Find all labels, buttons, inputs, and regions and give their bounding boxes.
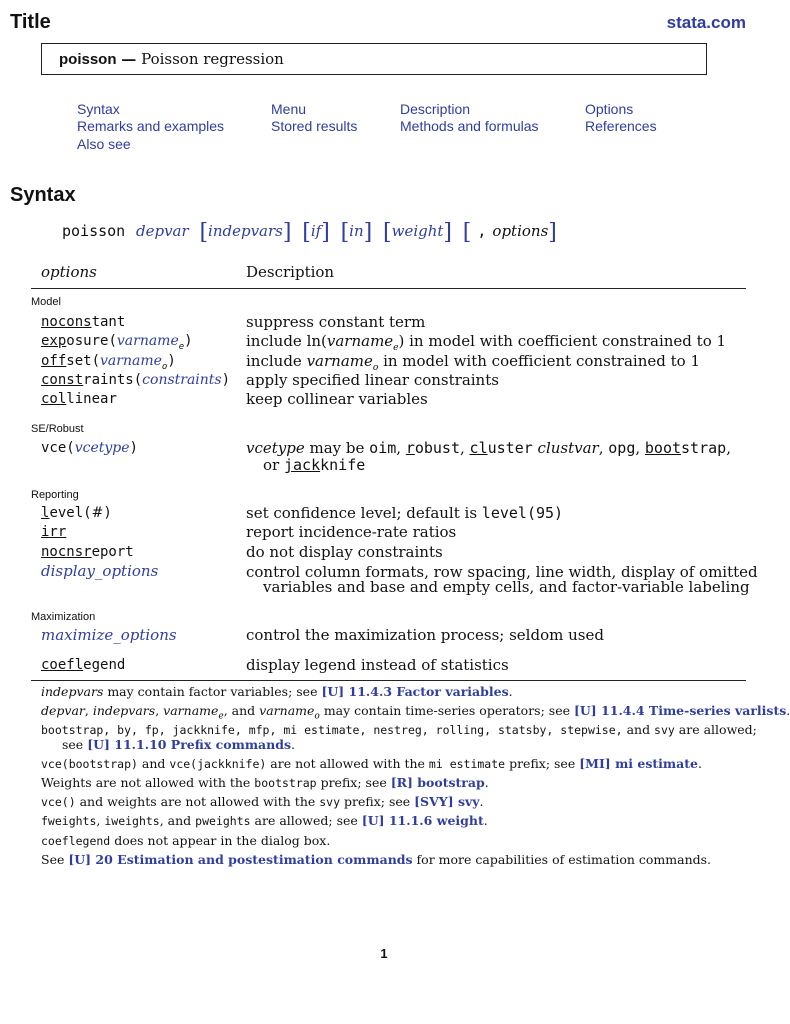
syntax-options: options xyxy=(492,222,549,240)
maximize-options-link[interactable]: maximize_options xyxy=(41,626,177,644)
nav-syntax-link[interactable]: Syntax xyxy=(77,101,120,117)
desc-level: set confidence level; default is level(95) xyxy=(246,504,564,522)
group-reporting: Reporting xyxy=(31,489,79,501)
nav-menu-link[interactable]: Menu xyxy=(271,101,307,117)
option-nocnsreport: nocnsreport xyxy=(41,544,134,560)
factor-variables-link[interactable]: [U] 11.4.3 Factor variables xyxy=(321,684,509,699)
desc-irr: report incidence-rate ratios xyxy=(246,523,457,541)
note-time-series: depvar, indepvars, varname$_e$, and varname$_o$ may contain time-series operators; see [U] 11.4.4 Time-series varlists. xyxy=(41,703,790,722)
desc-collinear: keep collinear variables xyxy=(246,390,428,408)
note-mi-estimate: vce(bootstrap) and vce(jackknife) are not allowed with the mi estimate prefix; see [MI] mi estimate. xyxy=(41,756,702,771)
note-estimation-commands: See [U] 20 Estimation and postestimation commands for more capabilities of estimation commands. xyxy=(41,852,712,867)
entry-header-box xyxy=(41,43,707,75)
note-prefixes-cont: see [U] 11.1.10 Prefix commands. xyxy=(62,737,295,752)
em-dash: — xyxy=(121,50,137,68)
constraints-link[interactable]: constraints xyxy=(142,372,222,388)
desc-maximize-options: control the maximization process; seldom used xyxy=(246,626,604,644)
bootstrap-link[interactable]: [R] bootstrap xyxy=(390,775,485,790)
syntax-in-link[interactable]: in xyxy=(349,222,364,240)
description-column-header: Description xyxy=(246,263,335,281)
offset-varname-link[interactable]: varname xyxy=(100,353,162,369)
group-maximization: Maximization xyxy=(31,611,96,623)
nav-description-link[interactable]: Description xyxy=(400,101,471,117)
option-vce: vce(vcetype) xyxy=(41,440,138,456)
note-coeflegend: coeflegend does not appear in the dialog box. xyxy=(41,833,331,848)
note-bootstrap: Weights are not allowed with the bootstrap prefix; see [R] bootstrap. xyxy=(41,775,489,790)
options-column-header: options xyxy=(41,263,97,281)
nav-also-see-link[interactable]: Also see xyxy=(77,136,131,152)
option-constraints: constraints(constraints) xyxy=(41,372,231,388)
syntax-comma: , xyxy=(477,222,487,240)
prefix-commands-link[interactable]: [U] 11.1.10 Prefix commands xyxy=(87,737,292,752)
nav-options-link[interactable]: Options xyxy=(585,101,634,117)
option-offset: offset(varname$_o$) xyxy=(41,353,176,372)
table-footer-rule xyxy=(31,680,746,681)
command-description: Poisson regression xyxy=(141,50,284,68)
note-weights: fweights, iweights, and pweights are allowed; see [U] 11.1.6 weight. xyxy=(41,813,488,828)
syntax-weight-link[interactable]: weight xyxy=(391,222,444,240)
estimation-commands-link[interactable]: [U] 20 Estimation and postestimation commands xyxy=(68,852,413,867)
group-model: Model xyxy=(31,296,61,308)
syntax-if-link[interactable]: if xyxy=(310,222,322,240)
syntax-heading: Syntax xyxy=(10,184,76,206)
vcetype-link[interactable]: vcetype xyxy=(74,440,130,456)
group-se-robust: SE/Robust xyxy=(31,423,84,435)
desc-vce-cont: or jackknife xyxy=(263,456,366,474)
option-exposure: exposure(varname$_e$) xyxy=(41,333,193,352)
desc-offset: include varname$_o$ in model with coefficient constrained to 1 xyxy=(246,352,700,373)
option-level: level(#) xyxy=(41,505,112,521)
option-collinear: collinear xyxy=(41,391,117,407)
desc-display-options-cont: variables and base and empty cells, and factor-variable labeling xyxy=(263,578,750,596)
syntax-command: poisson xyxy=(62,222,126,240)
page-title: Title xyxy=(10,11,51,33)
option-noconstant: noconstant xyxy=(41,314,126,330)
svy-link[interactable]: [SVY] svy xyxy=(414,794,480,809)
table-header-rule xyxy=(31,288,746,289)
time-series-varlists-link[interactable]: [U] 11.4.4 Time-series varlists xyxy=(573,703,787,718)
desc-noconstant: suppress constant term xyxy=(246,313,426,331)
desc-nocnsreport: do not display constraints xyxy=(246,543,443,561)
desc-constraints: apply specified linear constraints xyxy=(246,371,499,389)
stata-com-link[interactable]: stata.com xyxy=(666,13,746,32)
command-name: poisson xyxy=(59,51,117,68)
syntax-indepvars-link[interactable]: indepvars xyxy=(208,222,283,240)
note-prefixes: bootstrap, by, fp, jackknife, mfp, mi estimate, nestreg, rolling, statsby, stepwise, and svy are allowed; xyxy=(41,722,757,737)
nav-references-link[interactable]: References xyxy=(585,118,657,134)
desc-exposure: include ln(varname$_e$) in model with coefficient constrained to 1 xyxy=(246,332,727,353)
note-svy: vce() and weights are not allowed with the svy prefix; see [SVY] svy. xyxy=(41,794,484,809)
desc-display-options: control column formats, row spacing, line width, display of omitted xyxy=(246,563,758,581)
weight-link[interactable]: [U] 11.1.6 weight xyxy=(361,813,484,828)
note-factor-variables: indepvars may contain factor variables; see [U] 11.4.3 Factor variables. xyxy=(41,684,513,699)
nav-remarks-link[interactable]: Remarks and examples xyxy=(77,118,225,134)
option-irr: irr xyxy=(41,524,67,540)
desc-vce: vcetype may be oim, robust, cluster clustvar, opg, bootstrap, xyxy=(246,439,731,457)
syntax-depvar-link[interactable]: depvar xyxy=(136,222,189,240)
desc-coeflegend: display legend instead of statistics xyxy=(246,656,509,674)
nav-stored-results-link[interactable]: Stored results xyxy=(271,118,358,134)
mi-estimate-link[interactable]: [MI] mi estimate xyxy=(579,756,698,771)
option-coeflegend: coeflegend xyxy=(41,657,126,673)
nav-methods-link[interactable]: Methods and formulas xyxy=(400,118,539,134)
syntax-line: poisson depvar [indepvars] [if] [in] [weight] [ , options] xyxy=(62,220,557,245)
display-options-link[interactable]: display_options xyxy=(41,562,159,580)
exposure-varname-link[interactable]: varname xyxy=(116,333,179,349)
page-number: 1 xyxy=(380,946,388,961)
